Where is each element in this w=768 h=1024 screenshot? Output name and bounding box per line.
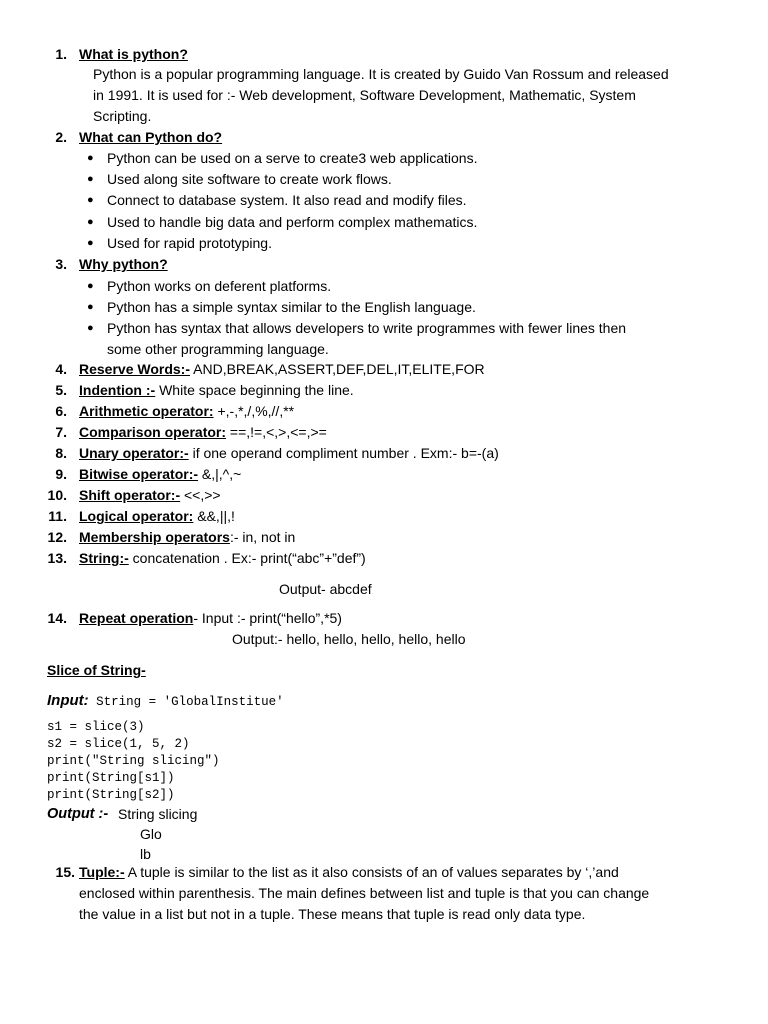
item-line bbox=[79, 380, 354, 400]
item-text: A tuple is similar to the list as it also consists of an of values separates by ‘,’and bbox=[124, 864, 619, 880]
paragraph-line: Scripting. bbox=[93, 108, 152, 124]
code-line: print(String[s1]) bbox=[47, 771, 175, 785]
bullet-text: Python has syntax that allows developers to write programmes with fewer lines then bbox=[107, 320, 627, 336]
bullet-icon: ● bbox=[87, 280, 94, 292]
item-line bbox=[79, 401, 294, 421]
bullet-text: Python works on deferent platforms. bbox=[107, 278, 332, 294]
paragraph-line: in 1991. It is used for :- Web development, Software Development, Mathematic, System bbox=[93, 87, 636, 103]
item-heading: String:- bbox=[79, 550, 129, 566]
item-text: if one operand compliment number . Exm:- b=-(a) bbox=[188, 445, 499, 461]
output-text: Glo bbox=[140, 826, 162, 842]
paragraph-line: enclosed within parenthesis. The main defines between list and tuple is that you can change bbox=[79, 885, 650, 901]
item-heading: Membership operators bbox=[79, 529, 230, 545]
output-text: Output- abcdef bbox=[279, 581, 372, 597]
input-line bbox=[47, 690, 284, 712]
bullet-text: Used to handle big data and perform complex mathematics. bbox=[107, 214, 478, 230]
item-text: AND,BREAK,ASSERT,DEF,DEL,IT,ELITE,FOR bbox=[190, 361, 485, 377]
item-heading: What is python? bbox=[79, 46, 188, 62]
code-line: s2 = slice(1, 5, 2) bbox=[47, 737, 190, 751]
item-number: 15. bbox=[55, 864, 75, 880]
item-heading: Why python? bbox=[79, 256, 168, 272]
item-number: 11. bbox=[48, 508, 67, 524]
item-number: 13. bbox=[47, 550, 67, 566]
item-heading: Unary operator:- bbox=[79, 445, 189, 461]
item-number: 7. bbox=[55, 424, 67, 440]
item-text: &,|,^,~ bbox=[198, 466, 242, 482]
item-heading: Tuple:- bbox=[79, 864, 125, 880]
item-line bbox=[79, 359, 485, 379]
bullet-text: Used for rapid prototyping. bbox=[107, 235, 272, 251]
paragraph-line: the value in a list but not in a tuple. These means that tuple is read only data type. bbox=[79, 906, 586, 922]
item-number: 8. bbox=[55, 445, 67, 461]
item-line bbox=[79, 485, 221, 505]
bullet-icon: ● bbox=[87, 194, 94, 206]
code-line: print("String slicing") bbox=[47, 754, 220, 768]
item-number: 5. bbox=[55, 382, 67, 398]
bullet-text: some other programming language. bbox=[107, 341, 329, 357]
item-heading: Bitwise operator:- bbox=[79, 466, 199, 482]
item-text: &&,||,! bbox=[193, 508, 235, 524]
bullet-text: Used along site software to create work flows. bbox=[107, 171, 392, 187]
bullet-icon: ● bbox=[87, 322, 94, 334]
item-line bbox=[79, 548, 366, 568]
item-line bbox=[79, 862, 619, 882]
item-text: +,-,*,/,%,//,** bbox=[213, 403, 295, 419]
input-label: Input: bbox=[47, 692, 89, 709]
item-heading: Logical operator: bbox=[79, 508, 194, 524]
bullet-icon: ● bbox=[87, 301, 94, 313]
item-number: 3. bbox=[55, 256, 67, 272]
output-text: lb bbox=[140, 846, 151, 862]
bullet-icon: ● bbox=[87, 237, 94, 249]
item-line bbox=[79, 443, 499, 463]
item-heading: Indention :- bbox=[79, 382, 156, 398]
code-line: s1 = slice(3) bbox=[47, 720, 145, 734]
item-text: - Input :- print(“hello”,*5) bbox=[193, 610, 342, 626]
item-heading: Repeat operation bbox=[79, 610, 194, 626]
item-number: 1. bbox=[55, 46, 67, 62]
bullet-text: Python can be used on a serve to create3 web applications. bbox=[107, 150, 478, 166]
section-heading: Slice of String- bbox=[47, 662, 146, 678]
item-line bbox=[79, 608, 342, 628]
item-number: 6. bbox=[55, 403, 67, 419]
output-text: String slicing bbox=[118, 806, 198, 822]
item-number: 9. bbox=[55, 466, 67, 482]
item-text: <<,>> bbox=[180, 487, 221, 503]
bullet-icon: ● bbox=[87, 173, 94, 185]
item-line bbox=[79, 464, 241, 484]
output-label: Output :- bbox=[47, 806, 109, 822]
output-text: Output:- hello, hello, hello, hello, hello bbox=[232, 631, 466, 647]
item-heading: Reserve Words:- bbox=[79, 361, 191, 377]
item-heading: Shift operator:- bbox=[79, 487, 181, 503]
code-text: String = 'GlobalInstitue' bbox=[88, 695, 284, 709]
item-heading: Arithmetic operator: bbox=[79, 403, 214, 419]
item-text: White space beginning the line. bbox=[155, 382, 354, 398]
item-line bbox=[79, 422, 327, 442]
item-number: 4. bbox=[55, 361, 67, 377]
item-line bbox=[79, 527, 295, 547]
item-text: :- in, not in bbox=[229, 529, 296, 545]
item-number: 10. bbox=[47, 487, 67, 503]
code-line: print(String[s2]) bbox=[47, 788, 175, 802]
bullet-icon: ● bbox=[87, 152, 94, 164]
bullet-text: Python has a simple syntax similar to the English language. bbox=[107, 299, 476, 315]
item-text: concatenation . Ex:- print(“abc”+”def”) bbox=[128, 550, 366, 566]
item-heading: Comparison operator: bbox=[79, 424, 227, 440]
item-line bbox=[79, 506, 235, 526]
item-number: 2. bbox=[55, 129, 67, 145]
paragraph-line: Python is a popular programming language. It is created by Guido Van Rossum and released bbox=[93, 66, 669, 82]
item-text: ==,!=,<,>,<=,>= bbox=[226, 424, 327, 440]
item-number: 12. bbox=[47, 529, 67, 545]
item-number: 14. bbox=[47, 610, 67, 626]
item-heading: What can Python do? bbox=[79, 129, 223, 145]
bullet-icon: ● bbox=[87, 216, 94, 228]
bullet-text: Connect to database system. It also read and modify files. bbox=[107, 192, 467, 208]
